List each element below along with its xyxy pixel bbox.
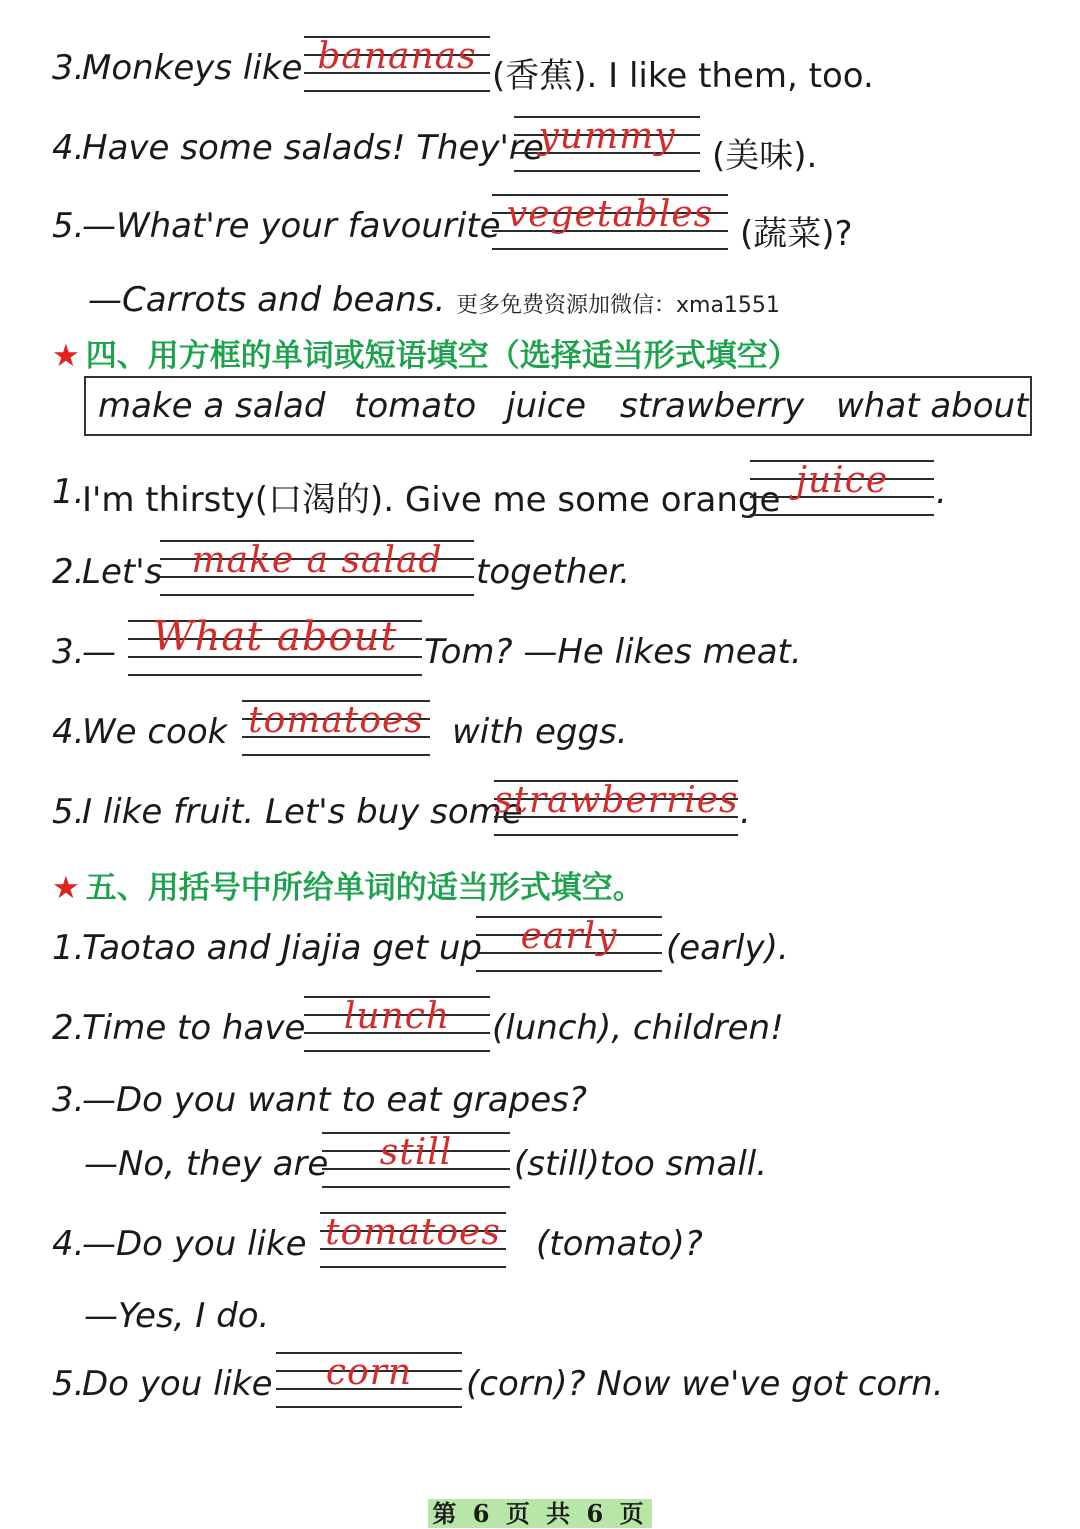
exercise-line [0,110,1080,190]
item-text: —Do you like [82,1224,307,1264]
item-text: I like fruit. Let's buy some [82,792,523,832]
item-text: Tom? —He likes meat. [424,632,802,672]
item-number: 3. [52,1080,85,1120]
answer-text: yummy [538,116,676,157]
answer-text: lunch [343,996,451,1037]
item-number: 4. [52,712,85,752]
exercise-line [0,774,1080,854]
item-text: — [82,632,116,672]
exercise-line [0,188,1080,268]
item-text: (蔬菜)? [740,214,853,254]
answer-blank[interactable] [276,1346,462,1426]
word-option: tomato [354,386,477,426]
item-number: 4. [52,1224,85,1264]
answer-text: corn [325,1352,413,1393]
item-text: —No, they are [84,1144,329,1184]
exercise-line [0,30,1080,110]
section-heading [52,330,799,380]
answer-blank[interactable] [242,694,430,774]
item-text: (香蕉). I like them, too. [492,56,874,96]
item-text: Monkeys like [82,48,303,88]
item-text: Taotao and Jiajia get up [82,928,482,968]
item-text: with eggs. [452,712,628,752]
answer-blank[interactable] [750,454,934,534]
item-text: (美味). [712,136,818,176]
item-number: 2. [52,1008,85,1048]
word-option: make a salad [98,386,326,426]
answer-blank[interactable] [304,990,490,1070]
reply-text: —Yes, I do. [84,1296,270,1336]
page-footer [0,1494,1080,1529]
item-text: —Do you want to eat grapes? [82,1080,587,1120]
item-text: (corn)? Now we've got corn. [466,1364,944,1404]
answer-blank[interactable] [128,614,422,694]
item-text: —What're your favourite [82,206,501,246]
answer-blank[interactable] [304,30,490,110]
item-number: 1. [52,472,85,512]
item-text: . [936,472,947,512]
answer-text: tomatoes [325,1212,501,1253]
item-text: (lunch), children! [492,1008,784,1048]
reply-text: —Carrots and beans. [88,280,446,320]
answer-blank[interactable] [320,1206,506,1286]
exercise-line [0,614,1080,694]
item-text: Do you like [82,1364,273,1404]
answer-blank[interactable] [492,188,728,268]
answer-blank[interactable] [476,910,662,990]
item-text: I'm thirsty(口渴的). Give me some orange [82,480,781,520]
answer-text: vegetables [506,194,714,235]
item-text: Time to have [82,1008,306,1048]
item-text: We cook [82,712,228,752]
item-number: 2. [52,552,85,592]
exercise-line [0,454,1080,534]
answer-blank[interactable] [160,534,474,614]
exercise-line [0,1346,1080,1426]
item-text: (early). [666,928,789,968]
item-text: together. [476,552,631,592]
item-number: 3. [52,632,85,672]
section-title: 四、用方框的单词或短语填空（选择适当形式填空） [85,338,799,374]
item-number: 4. [52,128,85,168]
answer-text: What about [152,614,398,660]
exercise-line [0,1206,1080,1286]
answer-text: bananas [317,36,477,77]
answer-blank[interactable] [514,110,700,190]
item-number: 5. [52,1364,85,1404]
answer-text: make a salad [191,540,443,581]
item-number: 5. [52,206,85,246]
exercise-line [0,990,1080,1070]
answer-text: strawberries [494,780,739,821]
item-text: (still)too small. [514,1144,768,1184]
item-text: . [740,792,751,832]
exercise-line [0,534,1080,614]
reply-line [0,1126,1080,1206]
word-box [84,376,1032,436]
star-icon: ★ [52,870,80,906]
answer-blank[interactable] [322,1126,510,1206]
item-number: 3. [52,48,85,88]
page-number: 第 6 页 共 6 页 [428,1499,651,1528]
answer-text: tomatoes [248,700,424,741]
answer-text: still [379,1132,453,1173]
word-option: strawberry [620,386,805,426]
item-text: (tomato)? [536,1224,703,1264]
word-option: what about [836,386,1029,426]
item-text: Have some salads! They're [82,128,544,168]
section-title: 五、用括号中所给单词的适当形式填空。 [85,870,644,906]
exercise-line [0,694,1080,774]
item-text: Let's [82,552,163,592]
word-option: juice [506,386,587,426]
section-heading [52,862,644,912]
answer-text: juice [795,460,889,501]
watermark-text: 更多免费资源加微信：xma1551 [456,293,780,318]
item-number: 5. [52,792,85,832]
answer-text: early [520,916,618,957]
item-number: 1. [52,928,85,968]
exercise-line [0,910,1080,990]
answer-blank[interactable] [494,774,738,854]
star-icon: ★ [52,338,80,374]
